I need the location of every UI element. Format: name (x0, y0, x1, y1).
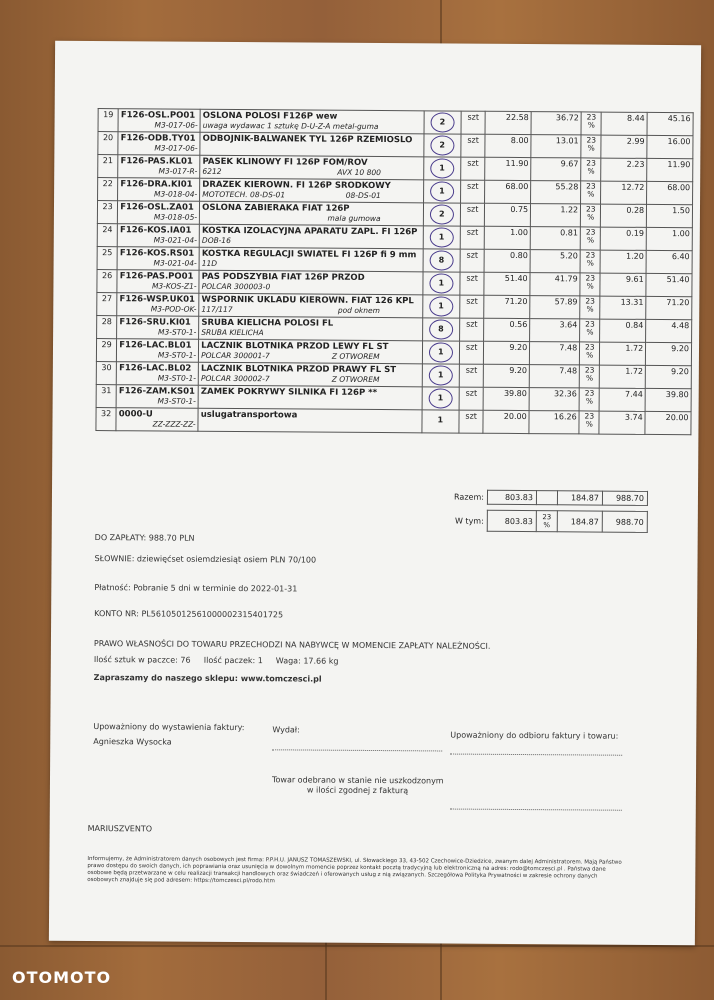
product-location: M3-ST0-1- (157, 373, 197, 383)
product-name (199, 270, 423, 295)
handwritten-circle: 8 (429, 250, 453, 270)
unit: szt (459, 410, 484, 433)
product-note-right: Z OTWOREM (331, 351, 380, 362)
handwritten-circle: 8 (429, 319, 453, 339)
product-note (202, 259, 421, 270)
vat-amount: 2.23 (601, 158, 647, 181)
wtym-net: 803.83 (487, 510, 536, 531)
unit: szt (460, 203, 485, 226)
product-note-left: DOB-16 (201, 235, 231, 245)
product-name-main: KOSTKA IZOLACYJNA APARATU ZAPL. FI 126P (201, 225, 418, 238)
net-price: 51.40 (484, 272, 530, 295)
weight: Waga: 17.66 kg (275, 656, 339, 666)
product-location: M3-017-06- (154, 120, 198, 130)
vat-amount: 0.19 (601, 227, 647, 250)
handwritten-circle: 2 (430, 204, 454, 224)
received-note-2: w ilości zgodnej z fakturą (306, 785, 409, 796)
product-name (198, 408, 422, 433)
net-price: 20.00 (483, 410, 529, 433)
product-name-main: OSLONA ZABIERAKA FIAT 126P (202, 202, 350, 214)
net-value: 5.20 (530, 250, 580, 273)
product-name-main: PAS PODSZYBIA FIAT 126P PRZOD (201, 271, 365, 283)
shop-invite: Zapraszamy do naszego sklepu: www.tomczesci.pl (93, 673, 322, 684)
row-number: 20 (98, 132, 118, 155)
product-name (199, 293, 423, 318)
net-value: 7.48 (530, 342, 580, 365)
quantity (423, 249, 460, 272)
product-code-main: F126-LAC.BL02 (119, 363, 192, 374)
unit: szt (460, 249, 485, 272)
product-note (202, 282, 421, 293)
row-number: 26 (97, 270, 117, 293)
wtym-total: 988.70 (602, 511, 647, 532)
row-number: 19 (98, 109, 118, 132)
product-code (116, 408, 198, 432)
row-number: 24 (97, 224, 117, 247)
net-price: 22.58 (485, 111, 531, 134)
product-name (200, 201, 424, 226)
gross-total: 20.00 (645, 411, 691, 434)
row-number: 25 (97, 247, 117, 270)
vat-amount: 2.99 (601, 135, 647, 158)
product-note (202, 167, 421, 178)
gdpr-notice: Informujemy, że Administratorem danych osobowych jest firma: P.P.H.U. JANUSZ TOMASZEWSKI, ul. Słowackiego 33, 43-502 Czechowice-Dziedzice, zwanym dalej Administratorem. Mają Państwo prawo dostępu do swoich danych, ich poprawiania oraz usunięcia w dowolnym momencie poprzez kontakt pocztą tradycyjną lub elektroniczną na adres: rodo@tomczesci.pl . Państwa dane osobowe będą przetwarzane w celu realizacji transakcji handlowych oraz świadczeń i oferowanych usług z nią związanych. Szczegółowa Polityka Prywatności w zakresie ochrony danych osobowych znajduje się pod adresem: https://tomczesci.pl/rodo.htm (87, 856, 622, 885)
quantity (422, 318, 459, 341)
items-table (95, 108, 693, 435)
vat-rate: 23 % (581, 204, 601, 227)
gross-total: 9.20 (645, 365, 691, 388)
product-code-main: F126-LAC.BL01 (119, 340, 192, 351)
product-name (198, 385, 422, 410)
row-number: 29 (96, 339, 116, 362)
received-signature-line (450, 809, 622, 811)
payment-terms: Płatność: Pobranie 5 dni w terminie do 2022-01-31 (94, 583, 298, 594)
ownership-clause: PRAWO WŁASNOŚCI DO TOWARU PRZECHODZI NA NABYWCĘ W MOMENCIE ZAPŁATY NALEŻNOŚCI. (93, 639, 491, 651)
product-code (116, 362, 198, 386)
quantity (422, 364, 459, 387)
released-signature-line (272, 749, 442, 751)
product-name-main: DRAZEK KIEROWN. FI 126P SRODKOWY (202, 179, 391, 192)
wtym-rate: 23 % (536, 511, 557, 532)
product-location: M3-018-05- (153, 212, 198, 222)
vat-amount: 1.72 (600, 342, 646, 365)
product-code-main: F126-KOS.IA01 (120, 225, 192, 236)
vat-rate: 23 % (580, 342, 600, 365)
handwritten-circle: 1 (429, 365, 453, 385)
unit: szt (460, 180, 485, 203)
vat-rate: 23 % (581, 112, 601, 135)
wood-seam (0, 945, 714, 947)
net-value: 1.22 (531, 204, 581, 227)
net-value: 13.01 (531, 135, 581, 158)
product-code-main: F126-ZAM.KS01 (118, 386, 196, 397)
razem-rate (536, 491, 557, 505)
product-name (199, 316, 423, 341)
net-value: 0.81 (530, 227, 580, 250)
product-note-right: 08-DS-01 (345, 190, 381, 201)
vat-rate: 23 % (579, 365, 599, 388)
product-note-left: SRUBA KIELICHA (201, 327, 264, 338)
vat-amount: 3.74 (599, 411, 645, 434)
net-value: 36.72 (531, 112, 581, 135)
customer-name: MARIUSZVENTO (87, 824, 153, 834)
product-name (198, 362, 422, 387)
unit: szt (460, 318, 485, 341)
row-number: 32 (96, 408, 116, 431)
handwritten-circle: 1 (429, 296, 453, 316)
issuer-label: Upoważniony do wystawienia faktury: (93, 722, 245, 733)
receiver-signature-line (450, 754, 622, 756)
vat-amount: 13.31 (600, 296, 646, 319)
received-note-1: Towar odebrano w stanie nie uszkodzonym (271, 775, 444, 786)
unit: szt (460, 295, 485, 318)
gross-total: 1.50 (647, 204, 693, 227)
product-name-main: ZAMEK POKRYWY SILNIKA FI 126P ** (200, 386, 378, 399)
product-note-left: 11D (201, 258, 218, 268)
product-code (118, 132, 200, 156)
row-number: 21 (98, 155, 118, 178)
quantity (423, 226, 460, 249)
product-location: M3-ST0-1- (158, 327, 197, 337)
product-name (199, 247, 423, 272)
vat-rate: 23 % (581, 135, 601, 158)
handwritten-circle: 1 (428, 388, 452, 408)
product-name-main: OSLONA POLOSI F126P wew (202, 110, 338, 122)
product-code-main: F126-PAS.PO01 (119, 271, 194, 282)
product-name-main: ODBOJNIK-BALWANEK TYL 126P RZEMIOSLO (202, 133, 413, 146)
quantity (422, 410, 459, 433)
handwritten-circle: 1 (430, 227, 454, 247)
net-value: 57.89 (530, 296, 580, 319)
quantity (422, 295, 459, 318)
product-note-left: POLCAR 300002-7 (200, 373, 270, 384)
product-name (200, 132, 424, 157)
product-location: M3-017-R- (158, 166, 198, 176)
product-code (117, 293, 199, 317)
product-name-main: WSPORNIK UKLADU KIEROWN. FIAT 126 KPL (201, 294, 414, 307)
vat-amount: 7.44 (599, 388, 645, 411)
product-note-left: 117/117 (201, 304, 233, 315)
invoice-page (49, 41, 701, 945)
product-note-left: MOTOTECH. 08-DS-01 (202, 189, 286, 200)
net-price: 0.75 (485, 203, 531, 226)
packages-count: Ilość paczek: 1 (203, 655, 263, 666)
product-note-left: uwaga wydawac 1 sztukę D-U-Z-A metal-guma (202, 120, 379, 132)
product-location: M3-021-04- (153, 258, 197, 268)
handwritten-circle: 1 (430, 181, 454, 201)
unit: szt (461, 134, 486, 157)
product-name-main: PASEK KLINOWY FI 126P FOM/ROV (202, 156, 368, 168)
product-name (199, 224, 423, 249)
product-location: M3-ST0-1- (157, 396, 196, 406)
handwritten-circle: 1 (429, 273, 453, 293)
net-value: 32.36 (529, 388, 579, 411)
unit: szt (461, 157, 486, 180)
row-number: 22 (98, 178, 118, 201)
net-value: 9.67 (531, 158, 581, 181)
razem-label: Razem: (454, 492, 485, 502)
quantity (423, 180, 460, 203)
gross-total: 4.48 (646, 319, 692, 342)
wtym-vat: 184.87 (557, 511, 602, 532)
handwritten-circle: 2 (430, 112, 454, 132)
net-value: 16.26 (529, 411, 579, 434)
vat-amount: 9.61 (600, 273, 646, 296)
vat-rate: 23 % (580, 273, 600, 296)
product-name-main: SRUBA KIELICHA POLOSI FL (201, 317, 334, 329)
vat-rate: 23 % (581, 181, 601, 204)
product-location: ZZ-ZZZ-ZZ- (152, 419, 196, 429)
net-value: 55.28 (531, 181, 581, 204)
net-price: 1.00 (485, 226, 531, 249)
net-value: 7.48 (529, 365, 579, 388)
product-location: M3-017-06- (154, 143, 198, 153)
wtym-label: W tym: (454, 516, 484, 526)
gross-total: 68.00 (647, 181, 693, 204)
net-price: 9.20 (484, 341, 530, 364)
row-number: 23 (97, 201, 117, 224)
net-price: 0.56 (484, 318, 530, 341)
product-note (201, 328, 420, 339)
product-note (201, 305, 420, 316)
vat-amount: 8.44 (601, 112, 647, 135)
product-code (117, 270, 199, 294)
product-code-main: F126-WSP.UK01 (119, 294, 196, 305)
row-number: 27 (97, 293, 117, 316)
gross-total: 16.00 (647, 135, 693, 158)
quantity (423, 203, 460, 226)
product-code (118, 201, 200, 225)
unit: szt (459, 341, 484, 364)
gross-total: 1.00 (646, 227, 692, 250)
product-name-main: LACZNIK BLOTNIKA PRZOD PRAWY FL ST (200, 363, 397, 376)
product-location: M3-ST0-1- (157, 350, 197, 360)
unit: szt (459, 387, 484, 410)
product-name-main: LACZNIK BLOTNIKA PRZOD LEWY FL ST (201, 340, 389, 353)
unit: szt (461, 111, 486, 134)
vat-amount: 0.28 (601, 204, 647, 227)
vat-amount: 1.20 (600, 250, 646, 273)
product-code (117, 339, 199, 363)
row-number: 28 (97, 316, 117, 339)
net-price: 0.80 (484, 249, 530, 272)
net-price: 39.80 (483, 387, 529, 410)
product-note-right: Z OTWOREM (331, 374, 380, 385)
quantity (422, 341, 459, 364)
unit: szt (460, 272, 485, 295)
product-note-right: pod oknem (337, 305, 380, 316)
quantity (423, 157, 460, 180)
product-code (118, 109, 200, 133)
net-price: 11.90 (485, 157, 531, 180)
product-code-main: F126-OSL.ZA01 (120, 202, 194, 213)
vat-rate: 23 % (580, 296, 600, 319)
product-code-main: F126-PAS.KL01 (120, 156, 193, 167)
product-note (202, 190, 421, 201)
vat-amount: 0.84 (600, 319, 646, 342)
product-note-right: mala gumowa (327, 213, 381, 224)
razem-net: 803.83 (487, 490, 536, 504)
net-price: 68.00 (485, 180, 531, 203)
gross-total: 71.20 (646, 296, 692, 319)
gross-total: 51.40 (646, 273, 692, 296)
net-value: 3.64 (530, 319, 580, 342)
product-name (200, 155, 424, 180)
net-price: 8.00 (485, 134, 531, 157)
row-number: 30 (96, 362, 116, 385)
product-note (201, 351, 420, 362)
handwritten-circle: 2 (430, 135, 454, 155)
vat-amount: 12.72 (601, 181, 647, 204)
product-code (116, 385, 198, 409)
gross-total: 6.40 (646, 250, 692, 273)
quantity (424, 134, 461, 157)
gross-total: 45.16 (647, 112, 693, 135)
product-code-main: F126-DRA.KI01 (120, 179, 193, 190)
product-code (117, 224, 199, 248)
gross-total: 9.20 (646, 342, 692, 365)
product-code-main: F126-OSL.PO01 (120, 110, 196, 121)
product-location: M3-021-04- (153, 235, 197, 245)
quantity (422, 387, 459, 410)
amount-in-words: SŁOWNIE: dziewięćset osiemdziesiąt osiem PLN 70/100 (94, 554, 317, 565)
product-name (199, 339, 423, 364)
product-note-right: AVX 10 800 (337, 167, 381, 178)
pieces-count: Ilość sztuk w paczce: 76 (93, 655, 191, 665)
wood-seam (325, 940, 327, 1000)
vat-rate: 23 % (580, 250, 600, 273)
handwritten-circle: 1 (437, 415, 444, 425)
razem-vat: 184.87 (557, 491, 602, 505)
product-code-main: F126-ODB.TY01 (120, 133, 196, 144)
product-code (117, 316, 199, 340)
product-code-main: 0000-U (118, 409, 153, 420)
razem-summary (435, 489, 648, 505)
product-note (201, 374, 420, 385)
handwritten-circle: 1 (430, 158, 454, 178)
net-price: 9.20 (484, 364, 530, 387)
table-row (96, 408, 691, 435)
product-note-left: POLCAR 300003-0 (201, 281, 271, 292)
razem-total: 988.70 (602, 491, 647, 505)
net-price: 71.20 (484, 295, 530, 318)
handwritten-circle: 1 (429, 342, 453, 362)
product-note-left: POLCAR 300001-7 (201, 350, 270, 361)
vat-amount: 1.72 (600, 365, 646, 388)
product-code-main: F126-KOS.RS01 (119, 248, 195, 259)
quantity (423, 272, 460, 295)
watermark-logo: OTOMOTO (12, 968, 112, 987)
vat-rate: 23 % (580, 319, 600, 342)
product-name (200, 109, 424, 134)
gross-total: 39.80 (645, 388, 691, 411)
product-code (118, 155, 200, 179)
vat-rate: 23 % (579, 411, 599, 434)
released-by-label: Wydał: (272, 725, 300, 735)
product-note (203, 121, 422, 132)
product-location: M3-POD-OK- (150, 304, 197, 314)
unit: szt (460, 226, 485, 249)
product-name (200, 178, 424, 203)
unit: szt (459, 364, 484, 387)
receiver-auth-label: Upoważniony do odbioru faktury i towaru: (450, 730, 619, 741)
product-location: M3-KOS-Z1- (151, 281, 197, 291)
vat-rate: 23 % (581, 158, 601, 181)
product-code (118, 178, 200, 202)
net-value: 41.79 (530, 273, 580, 296)
product-note-left: 6212 (202, 166, 222, 176)
bank-account: KONTO NR: PL56105012561000002315401725 (94, 609, 284, 620)
product-code-main: F126-SRU.KI01 (119, 317, 191, 328)
product-name-main: uslugatransportowa (200, 409, 298, 421)
vat-rate: 23 % (580, 227, 600, 250)
row-number: 31 (96, 385, 116, 408)
product-name-main: KOSTKA REGULACJI SWIATEL FI 126P fi 9 mm (201, 248, 417, 261)
product-location: M3-018-04- (153, 189, 198, 199)
quantity (424, 111, 461, 134)
amount-due: DO ZAPŁATY: 988.70 PLN (94, 533, 195, 543)
gross-total: 11.90 (647, 158, 693, 181)
wtym-summary (435, 509, 648, 532)
product-note (202, 236, 421, 247)
issuer-name: Agnieszka Wysocka (93, 737, 172, 747)
product-code (117, 247, 199, 271)
vat-rate: 23 % (579, 388, 599, 411)
